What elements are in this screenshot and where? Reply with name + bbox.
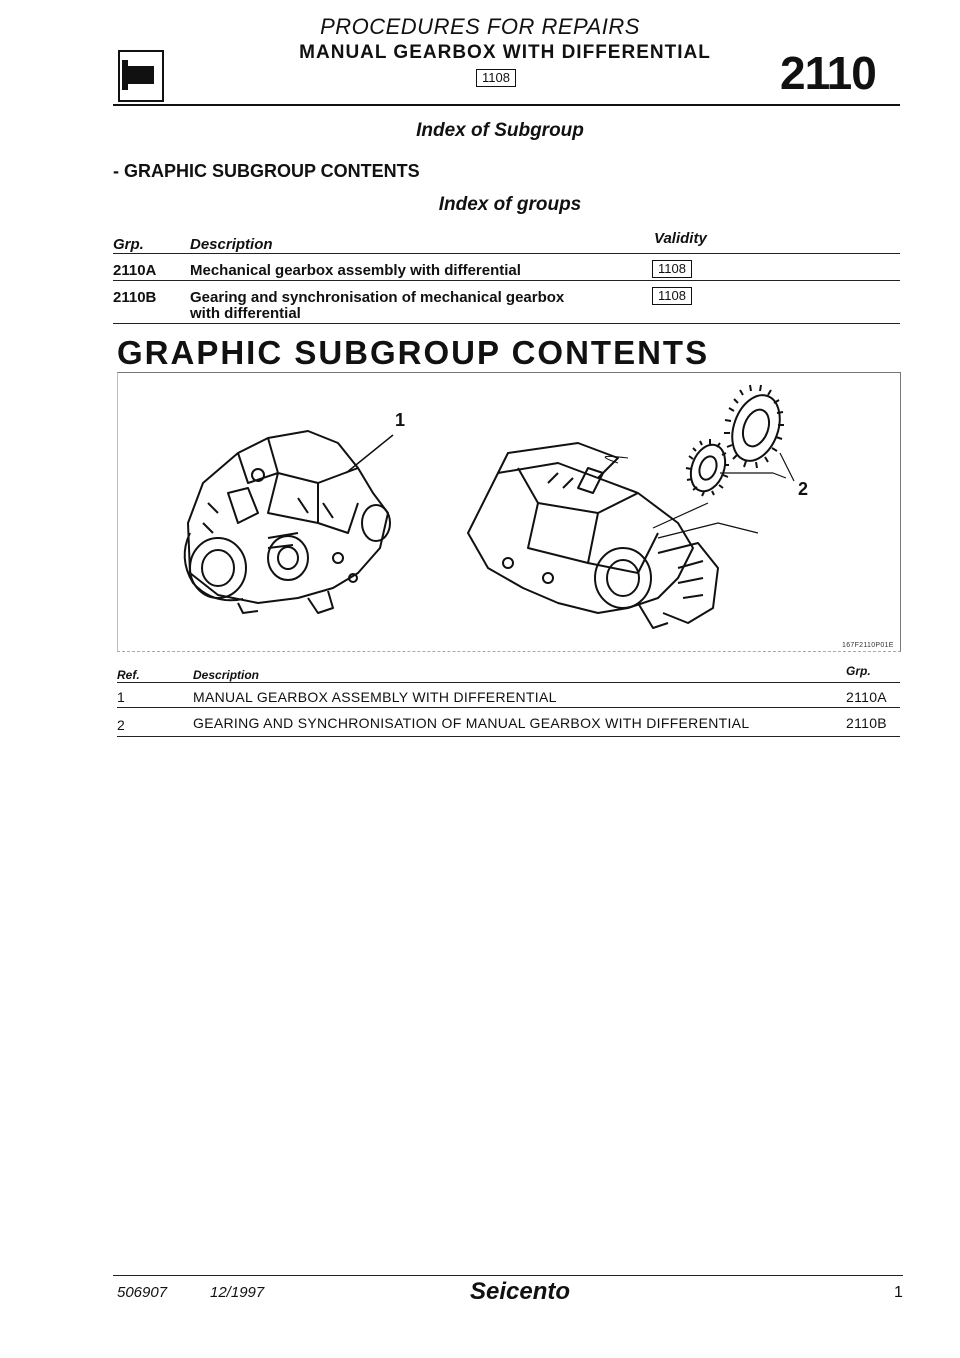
index-subgroup-title: Index of Subgroup [416, 120, 584, 141]
gearbox-illustration [118, 373, 898, 649]
callout-2: 2 [798, 479, 809, 499]
ref-row-grp: 2110B [846, 715, 887, 731]
ref-row-grp: 2110A [846, 689, 887, 705]
ref-col-header-grp: Grp. [846, 664, 871, 678]
group-row-validity: 1108 [652, 260, 692, 278]
ref-row-description[interactable]: MANUAL GEARBOX ASSEMBLY WITH DIFFERENTIAL [193, 689, 557, 705]
footer-rule [113, 1275, 903, 1276]
manual-title: MANUAL GEARBOX WITH DIFFERENTIAL [299, 42, 711, 63]
index-groups-title: Index of groups [438, 194, 582, 215]
ref-row-number: 1 [117, 689, 126, 705]
ref-col-header-ref: Ref. [117, 668, 140, 682]
gearbox-assembly-drawing [185, 431, 390, 613]
col-header-validity: Validity [654, 230, 707, 247]
figure-code: 167F2110P01E [842, 642, 894, 649]
ref-row-number: 2 [117, 717, 126, 733]
col-header-description: Description [190, 236, 273, 253]
callout-1: 1 [395, 410, 406, 430]
ref-col-header-description: Description [193, 668, 260, 682]
gear-small-drawing [685, 439, 731, 496]
footer-page-number: 1 [894, 1284, 903, 1301]
header-validity-badge: 1108 [476, 69, 516, 87]
graphic-contents-link[interactable]: - GRAPHIC SUBGROUP CONTENTS [113, 161, 420, 181]
ref-row-description[interactable]: GEARING AND SYNCHRONISATION OF MANUAL GEARBOX WITH DIFFERENTIAL [193, 715, 750, 731]
group-number: 2110 [780, 47, 876, 99]
procedures-heading: PROCEDURES FOR REPAIRS [320, 14, 640, 39]
footer-brand: Seicento [469, 1278, 571, 1305]
gear-large-drawing [724, 385, 789, 468]
group-row-description-cont: with differential [190, 305, 301, 322]
gearbox-exploded-drawing [468, 443, 718, 628]
group-row-grp: 2110B [113, 289, 157, 306]
header-rule [113, 104, 900, 106]
graphic-contents-title: GRAPHIC SUBGROUP CONTENTS [117, 334, 710, 371]
col-header-grp: Grp. [113, 236, 144, 253]
group-row-description[interactable]: Gearing and synchronisation of mechanical gearbox [190, 289, 565, 306]
group-row-validity: 1108 [652, 287, 692, 305]
group-row-grp: 2110A [113, 262, 157, 279]
footer-date: 12/1997 [210, 1284, 265, 1301]
group-row-description[interactable]: Mechanical gearbox assembly with differential [190, 262, 521, 279]
footer-doc-number: 506907 [117, 1284, 168, 1301]
